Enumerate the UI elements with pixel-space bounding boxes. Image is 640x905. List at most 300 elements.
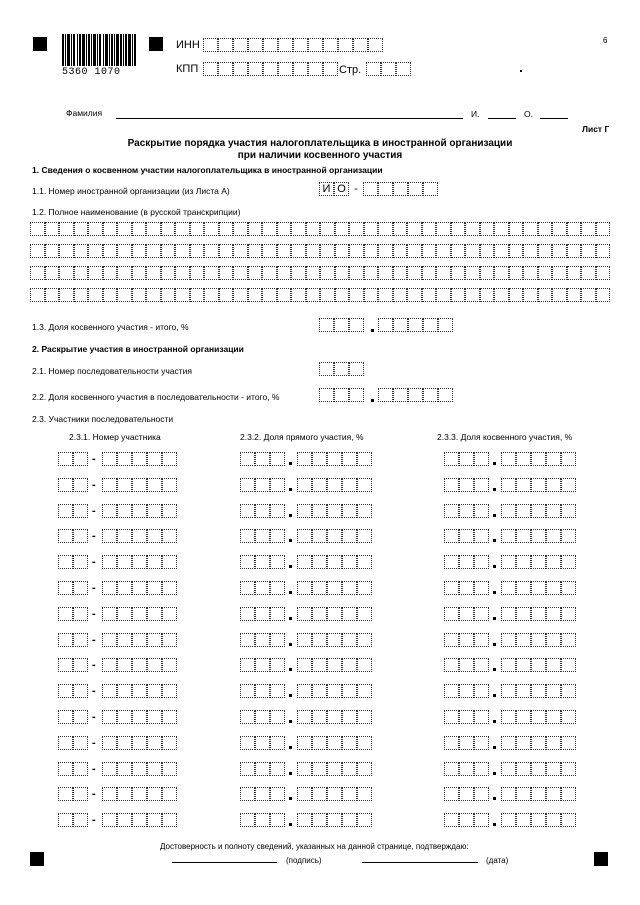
indirect-share-cell[interactable] <box>561 684 576 698</box>
full-name-cell[interactable] <box>190 244 205 258</box>
indirect-share-cell[interactable] <box>561 736 576 750</box>
full-name-cell[interactable] <box>291 288 306 302</box>
sequence-share-frac[interactable] <box>378 388 453 402</box>
full-name-cell[interactable] <box>190 288 205 302</box>
indirect-share-cell[interactable] <box>501 710 516 724</box>
full-name-cell[interactable] <box>393 222 408 236</box>
participant-number-cell[interactable] <box>102 684 117 698</box>
indirect-share-cell[interactable] <box>516 581 531 595</box>
full-name-cell[interactable] <box>364 222 379 236</box>
indirect-share-cell[interactable] <box>501 555 516 569</box>
sequence-cell[interactable] <box>349 362 364 376</box>
participant-number-cell[interactable] <box>147 555 162 569</box>
indirect-share-cell[interactable] <box>444 736 459 750</box>
full-name-cell[interactable] <box>277 222 292 236</box>
indirect-share-cell[interactable] <box>531 762 546 776</box>
full-name-cell[interactable] <box>320 288 335 302</box>
full-name-cell[interactable] <box>523 266 538 280</box>
direct-share-int[interactable] <box>240 787 285 801</box>
full-name-cell[interactable] <box>248 266 263 280</box>
full-name-cell[interactable] <box>335 222 350 236</box>
full-name-cell[interactable] <box>262 244 277 258</box>
full-name-cell[interactable] <box>132 222 147 236</box>
participant-number-cell[interactable] <box>147 478 162 492</box>
full-name-cell[interactable] <box>74 244 89 258</box>
full-name-cell[interactable] <box>30 222 45 236</box>
indirect-share-cell[interactable] <box>474 736 489 750</box>
kpp-cell[interactable] <box>233 62 248 76</box>
full-name-cell[interactable] <box>262 266 277 280</box>
direct-share-cell[interactable] <box>240 787 255 801</box>
full-name-cell[interactable] <box>204 222 219 236</box>
indirect-share-int[interactable] <box>444 762 489 776</box>
indirect-share-cell[interactable] <box>474 478 489 492</box>
direct-share-cell[interactable] <box>297 504 312 518</box>
indirect-share-cell[interactable] <box>531 736 546 750</box>
direct-share-cell[interactable] <box>255 581 270 595</box>
indirect-share-cell[interactable] <box>546 762 561 776</box>
participant-number-cell[interactable] <box>117 787 132 801</box>
direct-share-int[interactable] <box>240 607 285 621</box>
inn-cell[interactable] <box>203 38 218 52</box>
participant-number-cell[interactable] <box>102 607 117 621</box>
full-name-cell[interactable] <box>219 288 234 302</box>
participant-number-prefix[interactable] <box>58 736 88 750</box>
indirect-share-cell[interactable] <box>459 658 474 672</box>
full-name-cell[interactable] <box>436 222 451 236</box>
direct-share-cell[interactable] <box>312 452 327 466</box>
indirect-share-cell[interactable] <box>561 607 576 621</box>
participant-number-cell[interactable] <box>117 710 132 724</box>
full-name-cell[interactable] <box>175 244 190 258</box>
indirect-share-cell[interactable] <box>516 555 531 569</box>
share-frac-cell[interactable] <box>438 388 453 402</box>
direct-share-cell[interactable] <box>312 529 327 543</box>
direct-share-cell[interactable] <box>357 813 372 827</box>
participant-number-prefix[interactable] <box>58 452 88 466</box>
org-number-field[interactable] <box>319 182 438 196</box>
direct-share-cell[interactable] <box>342 813 357 827</box>
org-number-cell[interactable] <box>408 182 423 196</box>
participant-number-prefix[interactable] <box>58 684 88 698</box>
full-name-cell[interactable] <box>407 222 422 236</box>
full-name-cell[interactable] <box>581 244 596 258</box>
participant-number-cell[interactable] <box>102 633 117 647</box>
indirect-share-cell[interactable] <box>546 452 561 466</box>
direct-share-cell[interactable] <box>297 762 312 776</box>
direct-share-frac[interactable] <box>297 633 372 647</box>
full-name-cell[interactable] <box>88 244 103 258</box>
share-int-cell[interactable] <box>334 318 349 332</box>
participant-number-cell[interactable] <box>132 762 147 776</box>
participant-number-cell[interactable] <box>102 529 117 543</box>
full-name-cell[interactable] <box>132 266 147 280</box>
page-cell[interactable] <box>366 62 381 76</box>
participant-number-cell[interactable] <box>73 452 88 466</box>
direct-share-cell[interactable] <box>270 736 285 750</box>
direct-share-cell[interactable] <box>297 555 312 569</box>
direct-share-cell[interactable] <box>312 658 327 672</box>
direct-share-cell[interactable] <box>312 478 327 492</box>
full-name-cell[interactable] <box>248 244 263 258</box>
indirect-share-cell[interactable] <box>459 762 474 776</box>
org-number-cell[interactable] <box>363 182 378 196</box>
inn-cell[interactable] <box>218 38 233 52</box>
sequence-cell[interactable] <box>334 362 349 376</box>
direct-share-cell[interactable] <box>270 762 285 776</box>
share-frac-cell[interactable] <box>423 318 438 332</box>
direct-share-cell[interactable] <box>357 787 372 801</box>
direct-share-cell[interactable] <box>357 684 372 698</box>
full-name-cell[interactable] <box>509 288 524 302</box>
participant-number-cell[interactable] <box>132 684 147 698</box>
participant-number-cell[interactable] <box>147 504 162 518</box>
indirect-share-cell[interactable] <box>501 684 516 698</box>
indirect-share-cell[interactable] <box>459 478 474 492</box>
participant-number-cell[interactable] <box>117 555 132 569</box>
indirect-share-cell[interactable] <box>561 813 576 827</box>
participant-number-cell[interactable] <box>102 787 117 801</box>
direct-share-cell[interactable] <box>342 504 357 518</box>
participant-number-prefix[interactable] <box>58 555 88 569</box>
direct-share-cell[interactable] <box>255 529 270 543</box>
direct-share-cell[interactable] <box>312 607 327 621</box>
full-name-cell[interactable] <box>117 244 132 258</box>
full-name-cell[interactable] <box>59 288 74 302</box>
indirect-share-frac[interactable] <box>501 555 576 569</box>
participant-number-suffix[interactable] <box>102 787 177 801</box>
participant-number-prefix[interactable] <box>58 813 88 827</box>
kpp-cell[interactable] <box>218 62 233 76</box>
direct-share-cell[interactable] <box>240 529 255 543</box>
indirect-share-cell[interactable] <box>516 710 531 724</box>
indirect-share-cell[interactable] <box>561 710 576 724</box>
participant-number-cell[interactable] <box>102 452 117 466</box>
participant-number-cell[interactable] <box>73 478 88 492</box>
indirect-share-cell[interactable] <box>444 762 459 776</box>
indirect-share-cell[interactable] <box>546 581 561 595</box>
participant-number-cell[interactable] <box>147 813 162 827</box>
org-number-cell[interactable] <box>393 182 408 196</box>
direct-share-cell[interactable] <box>297 787 312 801</box>
indirect-share-frac[interactable] <box>501 607 576 621</box>
indirect-share-frac[interactable] <box>501 504 576 518</box>
indirect-share-frac[interactable] <box>501 684 576 698</box>
indirect-share-cell[interactable] <box>561 658 576 672</box>
full-name-cell[interactable] <box>291 244 306 258</box>
direct-share-cell[interactable] <box>270 607 285 621</box>
participant-number-cell[interactable] <box>73 555 88 569</box>
participant-number-cell[interactable] <box>162 529 177 543</box>
share-int-cell[interactable] <box>349 388 364 402</box>
full-name-cell[interactable] <box>494 222 509 236</box>
indirect-share-cell[interactable] <box>546 529 561 543</box>
participant-number-cell[interactable] <box>102 504 117 518</box>
participant-number-cell[interactable] <box>162 478 177 492</box>
participant-number-suffix[interactable] <box>102 633 177 647</box>
full-name-cell[interactable] <box>552 222 567 236</box>
participant-number-cell[interactable] <box>162 813 177 827</box>
direct-share-cell[interactable] <box>297 736 312 750</box>
direct-share-cell[interactable] <box>297 529 312 543</box>
indirect-share-cell[interactable] <box>459 736 474 750</box>
full-name-cell[interactable] <box>465 222 480 236</box>
indirect-share-cell[interactable] <box>561 529 576 543</box>
full-name-cell[interactable] <box>30 244 45 258</box>
full-name-cell[interactable] <box>161 222 176 236</box>
direct-share-cell[interactable] <box>342 452 357 466</box>
direct-share-cell[interactable] <box>357 607 372 621</box>
full-name-cell[interactable] <box>320 244 335 258</box>
direct-share-cell[interactable] <box>297 581 312 595</box>
participant-number-cell[interactable] <box>58 787 73 801</box>
indirect-share-cell[interactable] <box>474 762 489 776</box>
participant-number-cell[interactable] <box>73 736 88 750</box>
participant-number-prefix[interactable] <box>58 529 88 543</box>
direct-share-cell[interactable] <box>327 478 342 492</box>
indirect-share-cell[interactable] <box>531 452 546 466</box>
participant-number-cell[interactable] <box>58 504 73 518</box>
direct-share-cell[interactable] <box>327 452 342 466</box>
participant-number-cell[interactable] <box>58 581 73 595</box>
full-name-cell[interactable] <box>552 288 567 302</box>
direct-share-cell[interactable] <box>255 710 270 724</box>
participant-number-cell[interactable] <box>117 607 132 621</box>
full-name-cell[interactable] <box>509 266 524 280</box>
indirect-share-cell[interactable] <box>444 478 459 492</box>
indirect-share-cell[interactable] <box>501 504 516 518</box>
direct-share-cell[interactable] <box>270 529 285 543</box>
indirect-share-cell[interactable] <box>444 504 459 518</box>
share-frac-cell[interactable] <box>378 388 393 402</box>
org-number-cell[interactable] <box>378 182 393 196</box>
full-name-cell[interactable] <box>248 222 263 236</box>
indirect-share-cell[interactable] <box>501 607 516 621</box>
indirect-share-cell[interactable] <box>531 787 546 801</box>
full-name-cell[interactable] <box>306 288 321 302</box>
direct-share-cell[interactable] <box>270 684 285 698</box>
indirect-share-cell[interactable] <box>546 555 561 569</box>
full-name-cell[interactable] <box>88 288 103 302</box>
direct-share-cell[interactable] <box>240 504 255 518</box>
indirect-share-frac[interactable] <box>501 658 576 672</box>
participant-number-cell[interactable] <box>102 658 117 672</box>
full-name-cell[interactable] <box>219 222 234 236</box>
full-name-cell[interactable] <box>146 266 161 280</box>
share-frac-cell[interactable] <box>393 318 408 332</box>
direct-share-cell[interactable] <box>327 504 342 518</box>
full-name-cell[interactable] <box>277 244 292 258</box>
indirect-share-cell[interactable] <box>501 736 516 750</box>
full-name-cell[interactable] <box>494 266 509 280</box>
indirect-share-cell[interactable] <box>531 607 546 621</box>
full-name-cell[interactable] <box>422 266 437 280</box>
direct-share-cell[interactable] <box>357 633 372 647</box>
participant-number-suffix[interactable] <box>102 736 177 750</box>
full-name-cell[interactable] <box>219 244 234 258</box>
inn-cell[interactable] <box>353 38 368 52</box>
full-name-cell[interactable] <box>233 266 248 280</box>
page-number-field[interactable] <box>366 62 411 76</box>
participant-number-prefix[interactable] <box>58 762 88 776</box>
indirect-share-cell[interactable] <box>561 452 576 466</box>
full-name-cell[interactable] <box>581 288 596 302</box>
full-name-cell[interactable] <box>74 222 89 236</box>
full-name-cell[interactable] <box>204 266 219 280</box>
direct-share-cell[interactable] <box>357 736 372 750</box>
direct-share-cell[interactable] <box>357 504 372 518</box>
kpp-cell[interactable] <box>263 62 278 76</box>
indirect-share-cell[interactable] <box>459 787 474 801</box>
direct-share-frac[interactable] <box>297 581 372 595</box>
participant-number-cell[interactable] <box>58 684 73 698</box>
indirect-share-cell[interactable] <box>501 658 516 672</box>
participant-number-suffix[interactable] <box>102 762 177 776</box>
full-name-grid[interactable] <box>30 222 610 310</box>
participant-number-cell[interactable] <box>162 736 177 750</box>
direct-share-cell[interactable] <box>342 478 357 492</box>
direct-share-int[interactable] <box>240 684 285 698</box>
direct-share-int[interactable] <box>240 478 285 492</box>
direct-share-cell[interactable] <box>240 762 255 776</box>
participant-number-cell[interactable] <box>132 710 147 724</box>
direct-share-cell[interactable] <box>327 710 342 724</box>
full-name-cell[interactable] <box>581 222 596 236</box>
participant-number-cell[interactable] <box>117 581 132 595</box>
participant-number-suffix[interactable] <box>102 607 177 621</box>
indirect-share-cell[interactable] <box>531 555 546 569</box>
direct-share-cell[interactable] <box>255 736 270 750</box>
indirect-share-cell[interactable] <box>474 452 489 466</box>
participant-number-cell[interactable] <box>73 581 88 595</box>
full-name-cell[interactable] <box>277 288 292 302</box>
indirect-share-cell[interactable] <box>501 581 516 595</box>
indirect-share-int[interactable] <box>444 787 489 801</box>
participant-number-cell[interactable] <box>102 555 117 569</box>
direct-share-int[interactable] <box>240 529 285 543</box>
full-name-cell[interactable] <box>204 244 219 258</box>
indirect-share-int[interactable] <box>444 633 489 647</box>
participant-number-cell[interactable] <box>58 607 73 621</box>
share-frac-cell[interactable] <box>393 388 408 402</box>
full-name-cell[interactable] <box>465 266 480 280</box>
participant-number-cell[interactable] <box>147 787 162 801</box>
inn-cell[interactable] <box>338 38 353 52</box>
direct-share-cell[interactable] <box>342 710 357 724</box>
indirect-share-cell[interactable] <box>531 813 546 827</box>
indirect-share-frac[interactable] <box>501 787 576 801</box>
indirect-share-int[interactable] <box>444 607 489 621</box>
indirect-share-int[interactable] <box>444 478 489 492</box>
inn-cell[interactable] <box>308 38 323 52</box>
participant-number-cell[interactable] <box>117 633 132 647</box>
participant-number-cell[interactable] <box>73 607 88 621</box>
participant-number-cell[interactable] <box>162 658 177 672</box>
direct-share-frac[interactable] <box>297 736 372 750</box>
direct-share-cell[interactable] <box>297 813 312 827</box>
full-name-cell[interactable] <box>451 266 466 280</box>
participant-number-cell[interactable] <box>58 762 73 776</box>
participant-number-cell[interactable] <box>132 658 147 672</box>
full-name-cell[interactable] <box>161 244 176 258</box>
participant-number-cell[interactable] <box>132 452 147 466</box>
indirect-share-cell[interactable] <box>516 452 531 466</box>
direct-share-frac[interactable] <box>297 762 372 776</box>
indirect-share-frac[interactable] <box>501 762 576 776</box>
direct-share-cell[interactable] <box>312 762 327 776</box>
full-name-cell[interactable] <box>451 288 466 302</box>
participant-number-cell[interactable] <box>117 529 132 543</box>
participant-number-cell[interactable] <box>73 504 88 518</box>
full-name-cell[interactable] <box>59 266 74 280</box>
direct-share-cell[interactable] <box>342 607 357 621</box>
full-name-cell[interactable] <box>596 244 611 258</box>
indirect-share-cell[interactable] <box>561 478 576 492</box>
indirect-share-cell[interactable] <box>516 658 531 672</box>
indirect-share-frac[interactable] <box>501 736 576 750</box>
direct-share-cell[interactable] <box>342 762 357 776</box>
participant-number-cell[interactable] <box>73 813 88 827</box>
share-frac-cell[interactable] <box>408 318 423 332</box>
indirect-share-cell[interactable] <box>474 787 489 801</box>
indirect-share-cell[interactable] <box>459 607 474 621</box>
initial-i-line[interactable] <box>488 118 516 119</box>
direct-share-frac[interactable] <box>297 452 372 466</box>
direct-share-cell[interactable] <box>357 581 372 595</box>
participant-number-cell[interactable] <box>117 762 132 776</box>
sequence-share-int[interactable] <box>319 388 364 402</box>
full-name-cell[interactable] <box>436 288 451 302</box>
indirect-share-cell[interactable] <box>501 633 516 647</box>
direct-share-int[interactable] <box>240 555 285 569</box>
indirect-share-cell[interactable] <box>516 684 531 698</box>
direct-share-cell[interactable] <box>357 555 372 569</box>
participant-number-cell[interactable] <box>102 736 117 750</box>
full-name-cell[interactable] <box>190 222 205 236</box>
indirect-share-cell[interactable] <box>501 452 516 466</box>
participant-number-cell[interactable] <box>58 736 73 750</box>
direct-share-cell[interactable] <box>270 504 285 518</box>
participant-number-cell[interactable] <box>132 581 147 595</box>
direct-share-int[interactable] <box>240 504 285 518</box>
full-name-cell[interactable] <box>465 244 480 258</box>
participant-number-cell[interactable] <box>73 658 88 672</box>
full-name-cell[interactable] <box>538 222 553 236</box>
full-name-cell[interactable] <box>465 288 480 302</box>
indirect-share-cell[interactable] <box>459 504 474 518</box>
full-name-cell[interactable] <box>538 266 553 280</box>
direct-share-cell[interactable] <box>327 633 342 647</box>
participant-number-cell[interactable] <box>58 555 73 569</box>
full-name-cell[interactable] <box>393 288 408 302</box>
inn-cell[interactable] <box>278 38 293 52</box>
indirect-share-cell[interactable] <box>459 581 474 595</box>
indirect-share-cell[interactable] <box>474 504 489 518</box>
kpp-cell[interactable] <box>278 62 293 76</box>
participant-number-cell[interactable] <box>147 710 162 724</box>
indirect-share-cell[interactable] <box>516 529 531 543</box>
indirect-share-int[interactable] <box>444 684 489 698</box>
participant-number-prefix[interactable] <box>58 787 88 801</box>
participant-number-cell[interactable] <box>117 736 132 750</box>
direct-share-cell[interactable] <box>270 452 285 466</box>
indirect-share-cell[interactable] <box>459 813 474 827</box>
direct-share-cell[interactable] <box>342 736 357 750</box>
full-name-cell[interactable] <box>233 222 248 236</box>
participant-number-cell[interactable] <box>117 478 132 492</box>
participant-number-cell[interactable] <box>162 633 177 647</box>
participant-number-cell[interactable] <box>162 452 177 466</box>
